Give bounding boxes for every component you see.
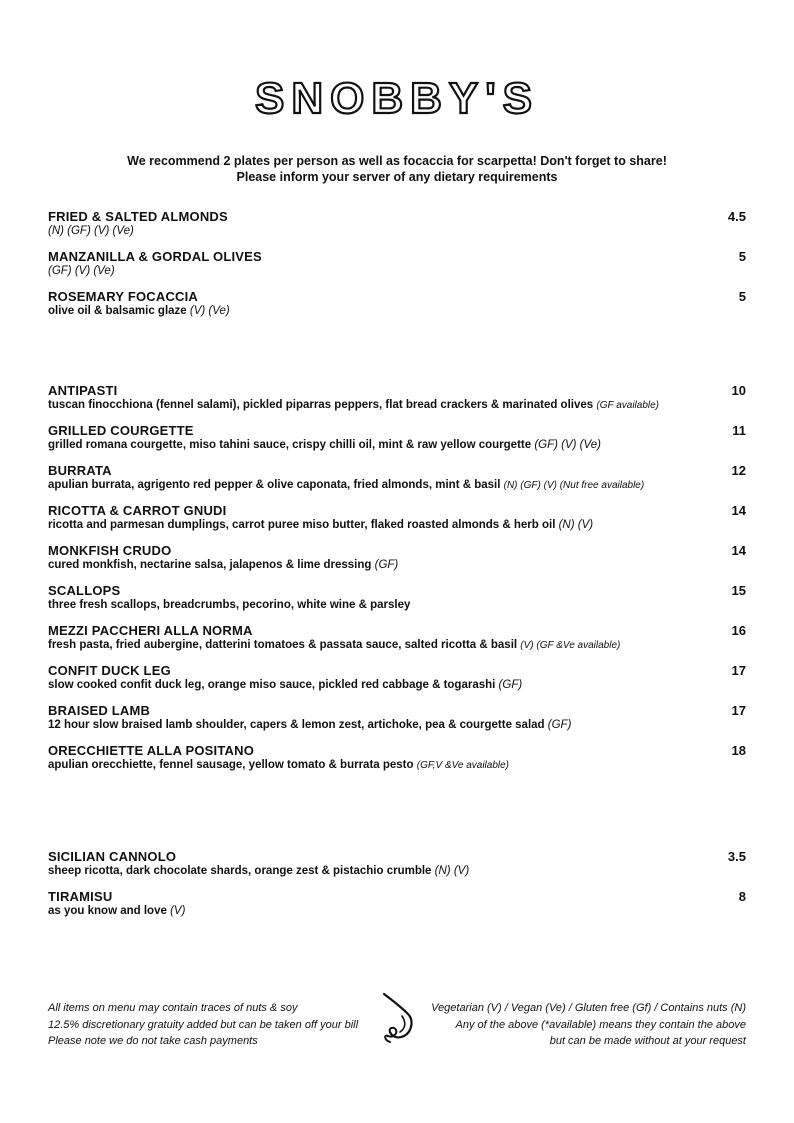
- dietary-legend-line-3: but can be made without at your request: [549, 1035, 746, 1047]
- item-description-text: as you know and love: [48, 905, 167, 917]
- item-name: MANZANILLA & GORDAL OLIVES: [48, 249, 262, 264]
- dietary-tags: (GF) (V) (Ve): [48, 265, 115, 277]
- item-description: [48, 518, 746, 533]
- item-description: [48, 478, 746, 493]
- dietary-tags: (GF): [498, 679, 523, 691]
- menu-item: [48, 663, 746, 703]
- dietary-legend: [431, 1000, 746, 1050]
- item-description-text: fresh pasta, fried aubergine, datterini tomatoes & passata sauce, salted ricotta & basil: [48, 639, 518, 651]
- menu-item: [48, 623, 746, 663]
- dietary-tags: (V) (GF &Ve available): [520, 640, 621, 651]
- menu-item: [48, 743, 746, 783]
- menu-item: [48, 503, 746, 543]
- item-name: MONKFISH CRUDO: [48, 543, 172, 558]
- dietary-tags: (GF available): [596, 400, 659, 411]
- dietary-tags: (N) (GF) (V) (Ve): [48, 225, 134, 237]
- menu-item: [48, 463, 746, 503]
- item-description: [48, 904, 746, 919]
- restaurant-logo: [0, 74, 794, 124]
- menu-item: [48, 889, 746, 929]
- item-price: 17: [731, 663, 746, 678]
- item-name: BRAISED LAMB: [48, 703, 151, 718]
- item-price: 14: [731, 503, 746, 518]
- dietary-tags: (N) (V): [434, 865, 470, 877]
- menu-item: [48, 583, 746, 623]
- desserts-section: [48, 849, 746, 929]
- dietary-tags: (N) (V): [558, 519, 594, 531]
- item-price: 15: [731, 583, 746, 598]
- item-price: 16: [731, 623, 746, 638]
- item-name: ANTIPASTI: [48, 383, 118, 398]
- item-price: 10: [731, 383, 746, 398]
- item-price: 14: [731, 543, 746, 558]
- item-description: [48, 264, 746, 279]
- item-description: [48, 304, 746, 319]
- item-description: [48, 718, 746, 733]
- item-description-text: olive oil & balsamic glaze: [48, 305, 187, 317]
- snail-icon: [378, 990, 418, 1046]
- item-price: 8: [738, 889, 746, 904]
- menu-item: [48, 209, 746, 249]
- dietary-tags: (GF) (V) (Ve): [534, 439, 601, 451]
- item-price: 11: [732, 423, 746, 438]
- item-price: 5: [738, 289, 746, 304]
- intro-line-2: Please inform your server of any dietary requirements: [236, 170, 558, 184]
- item-description: [48, 398, 746, 413]
- footer-note-gratuity: 12.5% discretionary gratuity added but can be taken off your bill: [48, 1018, 359, 1031]
- item-description-text: apulian orecchiette, fennel sausage, yellow tomato & burrata pesto: [48, 759, 414, 771]
- item-description-text: cured monkfish, nectarine salsa, jalapenos & lime dressing: [48, 559, 372, 571]
- menu-item: [48, 423, 746, 463]
- item-name: MEZZI PACCHERI ALLA NORMA: [48, 623, 253, 638]
- item-name: SCALLOPS: [48, 583, 121, 598]
- item-name: ROSEMARY FOCACCIA: [48, 289, 199, 304]
- item-description-text: three fresh scallops, breadcrumbs, pecorino, white wine & parsley: [48, 599, 411, 611]
- item-price: 4.5: [727, 209, 746, 224]
- dietary-tags: (V) (Ve): [189, 305, 230, 317]
- item-description-text: grilled romana courgette, miso tahini sauce, crispy chilli oil, mint & raw yellow courgette: [48, 439, 532, 451]
- dietary-tags: (N) (GF) (V) (Nut free available): [503, 480, 645, 491]
- footer-note-allergens: All items on menu may contain traces of nuts & soy: [48, 1002, 298, 1014]
- menu-item: [48, 849, 746, 889]
- item-name: BURRATA: [48, 463, 112, 478]
- item-description-text: 12 hour slow braised lamb shoulder, capers & lemon zest, artichoke, pea & courgette salad: [48, 719, 545, 731]
- dietary-tags: (GF): [547, 719, 572, 731]
- item-price: 5: [738, 249, 746, 264]
- item-description-text: ricotta and parmesan dumplings, carrot puree miso butter, flaked roasted almonds & herb oil: [48, 519, 556, 531]
- menu-item: [48, 703, 746, 743]
- dietary-tags: (GF): [374, 559, 399, 571]
- item-description: [48, 598, 746, 613]
- item-name: CONFIT DUCK LEG: [48, 663, 171, 678]
- item-name: TIRAMISU: [48, 889, 113, 904]
- dietary-legend-line-1: Vegetarian (V) / Vegan (Ve) / Gluten free (Gf) / Contains nuts (N): [431, 1002, 746, 1014]
- item-name: ORECCHIETTE ALLA POSITANO: [48, 743, 255, 758]
- footer-notes: [48, 1000, 358, 1050]
- item-price: 18: [731, 743, 746, 758]
- footer-note-payment: Please note we do not take cash payments: [48, 1035, 258, 1047]
- item-description: [48, 558, 746, 573]
- item-price: 17: [731, 703, 746, 718]
- dietary-legend-line-2: Any of the above (*available) means they contain the above: [455, 1018, 746, 1031]
- item-description: [48, 864, 746, 879]
- menu-item: [48, 289, 746, 329]
- item-description-text: apulian burrata, agrigento red pepper & olive caponata, fried almonds, mint & basil: [48, 479, 501, 491]
- item-description: [48, 678, 746, 693]
- item-description: [48, 758, 746, 773]
- menu-item: [48, 383, 746, 423]
- menu-item: [48, 249, 746, 289]
- item-price: 12: [731, 463, 746, 478]
- item-name: GRILLED COURGETTE: [48, 423, 194, 438]
- item-name: SICILIAN CANNOLO: [48, 849, 177, 864]
- item-name: FRIED & SALTED ALMONDS: [48, 209, 228, 224]
- snacks-section: [48, 209, 746, 329]
- intro-note: [0, 153, 794, 185]
- menu-item: [48, 543, 746, 583]
- intro-line-1: We recommend 2 plates per person as well as focaccia for scarpetta! Don't forget to share!: [127, 154, 667, 168]
- item-price: 3.5: [727, 849, 746, 864]
- item-description: [48, 638, 746, 653]
- item-description: [48, 438, 746, 453]
- dietary-tags: (GF,V &Ve available): [416, 760, 510, 771]
- dietary-tags: (V): [170, 905, 186, 917]
- item-description-text: slow cooked confit duck leg, orange miso sauce, pickled red cabbage & togarashi: [48, 679, 496, 691]
- item-description-text: sheep ricotta, dark chocolate shards, orange zest & pistachio crumble: [48, 865, 432, 877]
- item-description-text: tuscan finocchiona (fennel salami), pickled piparras peppers, flat bread crackers & marinated olives: [48, 399, 594, 411]
- item-description: [48, 224, 746, 239]
- logo-text: SNOBBY'S: [254, 74, 540, 123]
- item-name: RICOTTA & CARROT GNUDI: [48, 503, 227, 518]
- mains-section: [48, 383, 746, 783]
